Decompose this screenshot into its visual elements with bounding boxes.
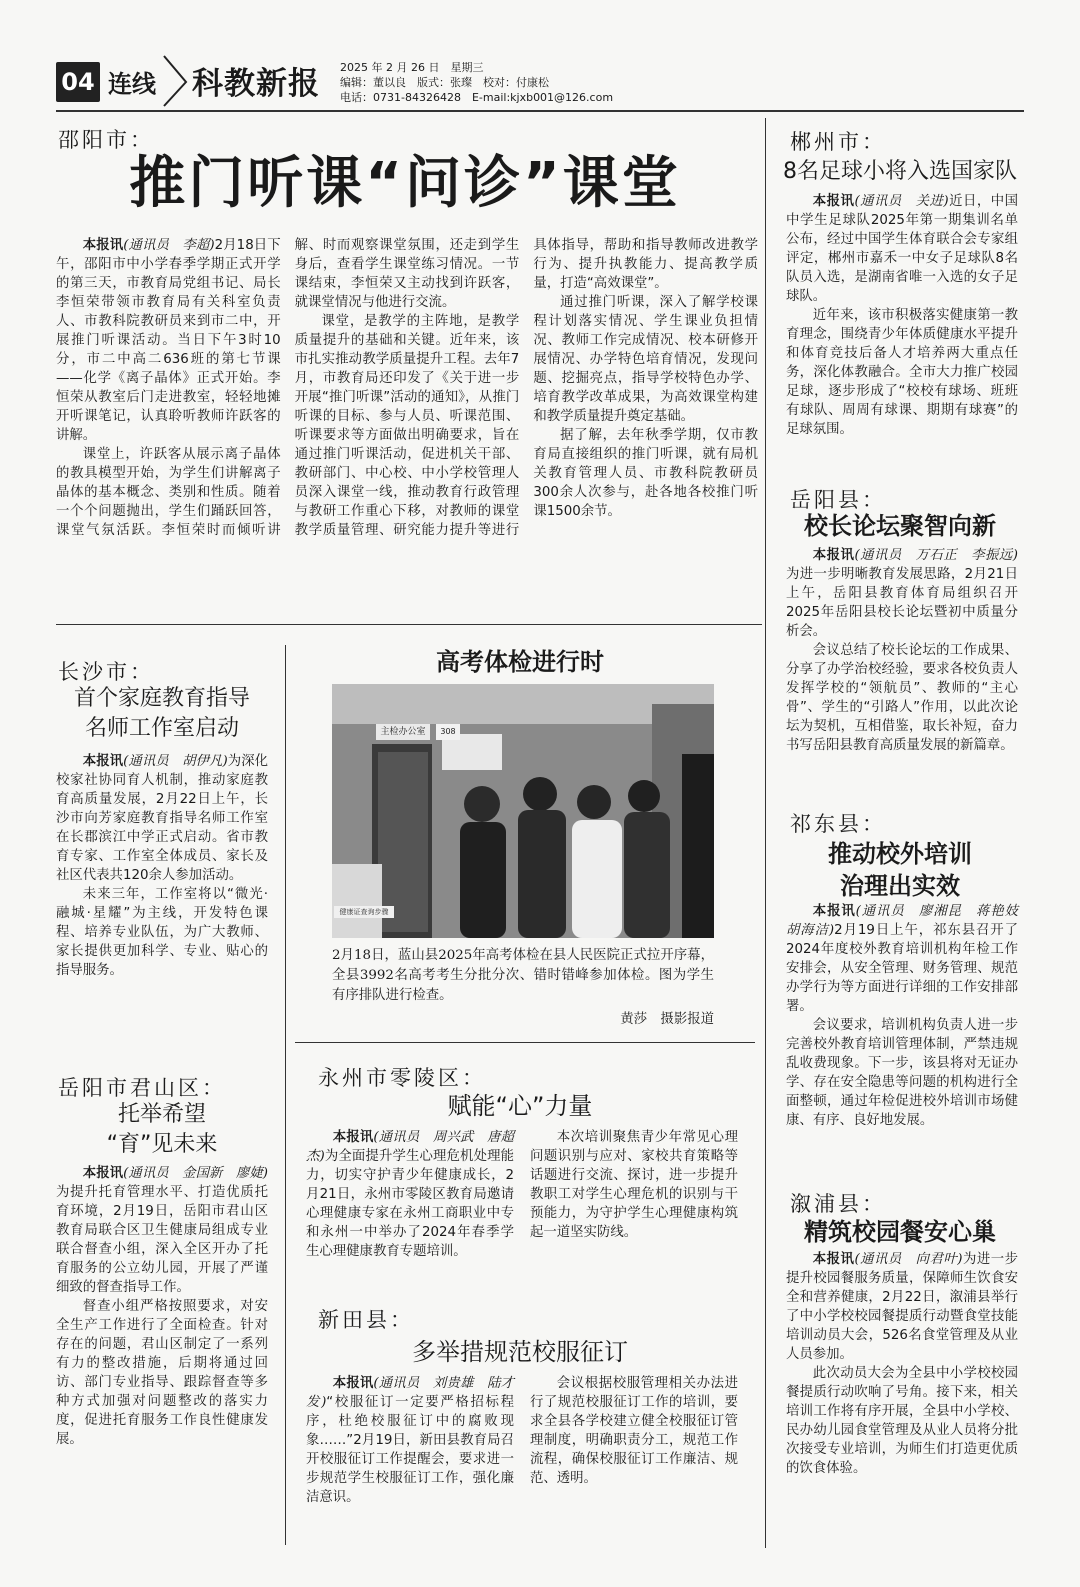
changsha-p1: 为深化校家社协同育人机制，推动家庭教育高质量发展，2月22日上午，长沙市向芳家庭教育指导名师工作室在长郡滨江中学正式启动。省市教育专家、工作室全体成员、家长及社区代表共120余人参加活动。	[56, 754, 269, 883]
junshan-reporter: (通讯员 金国新 廖婕)	[123, 1166, 269, 1181]
yueyang-article	[786, 546, 1018, 755]
changsha-lead: 本报讯	[82, 754, 124, 769]
junshan-headline	[52, 1100, 272, 1160]
qidong-kicker: 祁东县：	[790, 812, 886, 836]
lingling-p1: 为全面提升学生心理危机处理能力，切实守护青少年健康成长，2月21日，永州市零陵区教育局邀请心理健康专家在永州工商职业中专和永州一中举办了2024年春季学生心理健康教育专题培训。	[306, 1149, 514, 1259]
xintian-kicker: 新田县：	[318, 1308, 414, 1332]
photo-title: 高考体检进行时	[436, 648, 604, 676]
xintian-headline: 多举措规范校服征订	[412, 1338, 628, 1366]
changsha-kicker: 长沙市：	[58, 660, 154, 684]
lingling-lead: 本报讯	[332, 1130, 374, 1145]
xintian-reporter: (通讯员 刘贵雄 陆才发)	[306, 1376, 514, 1410]
editor-line: 编辑：董以良 版式：张璨 校对：付康松	[340, 76, 549, 89]
exam-photo-illustration	[332, 684, 714, 938]
qidong-reporter: (通讯员 廖湘昆 蒋艳妓 胡海洁)	[786, 904, 1032, 938]
photo-credit: 黄莎 摄影报道	[620, 1012, 714, 1027]
chenzhou-lead: 本报讯	[812, 194, 855, 209]
yueyang-lead: 本报讯	[812, 548, 855, 563]
xintian-p1: “校服征订一定要严格招标程序，杜绝校服征订中的腐败现象……”2月19日，新田县教育局召开校服征订工作提醒会，要求进一步规范学生校服征订工作，强化廉洁意识。	[306, 1395, 514, 1505]
chenzhou-kicker: 郴州市：	[790, 130, 886, 154]
xintian-lead: 本报讯	[332, 1376, 374, 1391]
changsha-headline-line1: 首个家庭教育指导	[73, 686, 250, 711]
chenzhou-article	[786, 192, 1018, 439]
column-rule-right	[765, 118, 766, 1548]
xupu-headline: 精筑校园餐安心巢	[804, 1218, 996, 1246]
section-rule-mid	[295, 1042, 755, 1043]
shaoyang-headline: 推门听课“问诊”课堂	[129, 151, 681, 216]
xupu-kicker: 溆浦县：	[790, 1192, 886, 1216]
lingling-kicker: 永州市零陵区：	[318, 1066, 486, 1090]
shaoyang-p5: 据了解，去年秋季学期，仅市教育局直接组织的推门听课，就有局机关教育管理人员、市教科院教研员300余人次参与，赴各地各校推门听课1500余节。	[533, 428, 758, 519]
changsha-article	[56, 752, 268, 980]
yueyang-p2: 会议总结了校长论坛的工作成果、分享了办学治校经验，要求各校负责人发挥学校的“领航员”、教师的“主心骨”、学生的“引路人”作用，以此次论坛为契机，互相借鉴，取长补短，奋力书写岳阳县教育高质量发展的新篇章。	[786, 643, 1018, 753]
shaoyang-reporter: (通讯员 李超)	[123, 238, 215, 253]
qidong-article	[786, 902, 1032, 1130]
column-rule-left	[285, 645, 286, 1545]
changsha-p2: 未来三年，工作室将以“微光·融城·星耀”为主线，开发特色课程、培养专业队伍，为广大教师、家长提供更加科学、专业、贴心的指导服务。	[56, 887, 268, 978]
shaoyang-p4: 通过推门听课，深入了解学校课程计划落实情况、学生课业负担情况、教师工作完成情况、校本研修开展情况、办学特色培育情况，发现问题、挖掘亮点，指导学校特色办学、培育教学改革成果，为高效课堂构建和教学质量提升奠定基础。	[533, 295, 758, 424]
section-name: 连线	[108, 70, 156, 98]
chenzhou-p2: 近年来，该市积极落实健康第一教育理念，围绕青少年体质健康水平提升和体育竞技后备人才培养两大重点任务，深化体教融合。全市大力推广校园足球，逐步形成了“校校有球场、班班有球队、周周有球课、期期有球赛”的足球氛围。	[786, 308, 1018, 437]
room-number: 308	[436, 724, 460, 740]
issue-date: 2025 年 2 月 26 日 星期三	[340, 61, 484, 74]
xintian-article	[306, 1374, 738, 1546]
lingling-reporter: (通讯员 周兴武 唐超杰)	[306, 1130, 514, 1164]
chenzhou-p1: 近日，中国中学生足球队2025年第一期集训名单公布，经过中国学生体育联合会专家组评定，郴州市嘉禾一中女子足球队8名队员入选，是湖南省唯一入选的女子足球队。	[786, 194, 1019, 304]
junshan-lead: 本报讯	[82, 1166, 124, 1181]
junshan-p1: 为提升托育管理水平、打造优质托育环境，2月19日，岳阳市君山区教育局联合区卫生健康局组成专业联合督查小组，深入全区开办了托育服务的公立幼儿园，开展了严谨细致的督查指导工作。	[56, 1185, 268, 1295]
shaoyang-p1: 2月18日下午，邵阳市中小学春季学期正式开学的第三天，市教育局党组书记、局长李恒荣带领市教育局有关科室负责人、市教科院教研员来到市二中，开展推门听课活动。当日下午3时10分，市二中高二636班的第七节课——化学《离子晶体》正式开始。李恒荣从教室后门走进教室，轻轻地摊开听课笔记，认真聆听教师许跃客的讲解。	[56, 238, 281, 443]
shaoyang-p3: 课堂，是教学的主阵地，是教学质量提升的基础和关键。近年来，该市扎实推动教学质量提升工程。去年7月，市教育局还印发了《关于进一步开展“推门听课”活动的通知》，从推门听课的目标、参与人员、听课范围、听课要求等方面做出明确要求，旨在通过推门听课活动，促进机关干部、教研部门、中心校、中小学校管理人员深入课堂一线，推动教育行政管理与教研工作重心下移，对教师的课堂教学质量管理、研究能力提升等进行具体指导，帮助和指导教师改进教学行为、提升执教能力、提高教学质量，打造“高效课堂”。	[294, 238, 758, 538]
shaoyang-article	[56, 236, 758, 616]
xupu-article	[786, 1250, 1018, 1478]
chenzhou-reporter: (通讯员 关进)	[854, 194, 949, 209]
shaoyang-kicker: 邵阳市：	[58, 128, 154, 152]
xupu-p1: 为进一步提升校园餐服务质量，保障师生饮食安全和营养健康，2月22日，溆浦县举行了中小学校校园餐提质行动暨食堂技能培训动员大会，526名食堂管理及从业人员参加。	[786, 1252, 1019, 1362]
qidong-p1: 2月19日上午，祁东县召开了2024年度校外教育培训机构年检工作安排会，从安全管理、财务管理、规范办学行为等方面进行详细的工作安排部署。	[786, 923, 1018, 1014]
yueyang-reporter: (通讯员 万石正 李振远)	[854, 548, 1019, 563]
xintian-p2: 会议根据校服管理相关办法进行了规范校服征订工作的培训，要求全县各学校建立健全校服征订管理制度，明确职责分工，规范工作流程，确保校服征订工作廉洁、规范、透明。	[530, 1376, 738, 1486]
section-rule-top	[56, 624, 762, 625]
masthead-rule	[56, 110, 1024, 112]
qidong-lead: 本报讯	[812, 904, 856, 919]
shaoyang-p2: 课堂上，许跃客从展示离子晶体的教具模型开始，为学生们讲解离子晶体的基本概念、类别和性质。随着一个个问题抛出，学生们踊跃回答，课堂气氛活跃。李恒荣时而倾听讲解、时而观察课堂氛围，还走到学生身后，查看学生课堂练习情况。一节课结束，李恒荣又主动找到许跃客，就课堂情况与他进行交流。	[56, 238, 520, 538]
yueyang-kicker: 岳阳县：	[790, 488, 886, 512]
junshan-kicker: 岳阳市君山区：	[58, 1076, 226, 1100]
poster-label: 健康证查询步骤	[334, 906, 394, 918]
lingling-p2: 本次培训聚焦青少年常见心理问题识别与应对、家校共育策略等话题进行交流、探讨，进一步提升教职工对学生心理危机的识别与干预能力，为守护学生心理健康构筑起一道坚实防线。	[530, 1130, 738, 1240]
qidong-p2: 会议要求，培训机构负责人进一步完善校外教育培训管理体制，严禁违规乱收费现象。下一步，该县将对无证办学、存在安全隐患等问题的机构进行全面整顿，通过年检促进校外培训市场健康、有序、良好地发展。	[786, 1018, 1018, 1128]
junshan-p2: 督查小组严格按照要求，对安全生产工作进行了全面检查。针对存在的问题，君山区制定了一系列有力的整改措施，后期将通过回访、部门专业指导、跟踪督查等多种方式加强对问题整改的落实力度，促进托育服务工作良性健康发展。	[56, 1299, 268, 1447]
yueyang-p1: 为进一步明晰教育发展思路，2月21日上午，岳阳县教育体育局组织召开2025年岳阳县校长论坛暨初中质量分析会。	[786, 567, 1018, 639]
qidong-headline-line2: 治理出实效	[840, 872, 960, 900]
paper-name: 科教新报	[192, 66, 320, 102]
lingling-headline: 赋能“心”力量	[447, 1092, 593, 1120]
junshan-headline-line2: “育”见未来	[106, 1132, 218, 1157]
photo-caption: 2月18日，蓝山县2025年高考体检在县人民医院正式拉开序幕，全县3992名高考考生分批分次、错时错峰参加体检。图为学生有序排队进行检查。	[332, 948, 714, 1003]
qidong-headline	[780, 838, 1020, 902]
exam-photo	[332, 684, 714, 938]
lingling-article	[306, 1128, 738, 1300]
masthead-info	[340, 60, 613, 105]
page-number: 04	[56, 62, 100, 102]
shaoyang-lead: 本报讯	[82, 238, 124, 253]
changsha-headline	[52, 684, 272, 744]
junshan-article	[56, 1164, 268, 1449]
xupu-p2: 此次动员大会为全县中小学校校园餐提质行动吹响了号角。接下来，相关培训工作将有序开展，全县中小学校、民办幼儿园食堂管理及从业人员将分批次接受专业培训，为师生们打造更优质的饮食体验。	[786, 1366, 1018, 1476]
changsha-reporter: (通讯员 胡伊凡)	[123, 754, 228, 769]
xupu-lead: 本报讯	[812, 1252, 855, 1267]
qidong-headline-line1: 推动校外培训	[828, 840, 972, 868]
door-sign: 主检办公室	[376, 724, 430, 740]
masthead-divider	[162, 52, 190, 108]
changsha-headline-line2: 名师工作室启动	[84, 716, 239, 741]
xupu-reporter: (通讯员 向君叶)	[854, 1252, 963, 1267]
chenzhou-headline: 8名足球小将入选国家队	[783, 159, 1017, 184]
junshan-headline-line1: 托举希望	[117, 1102, 206, 1127]
contact-line: 电话：0731-84326428 E-mail:kjxb001@126.com	[340, 91, 614, 104]
yueyang-headline: 校长论坛聚智向新	[804, 512, 996, 540]
